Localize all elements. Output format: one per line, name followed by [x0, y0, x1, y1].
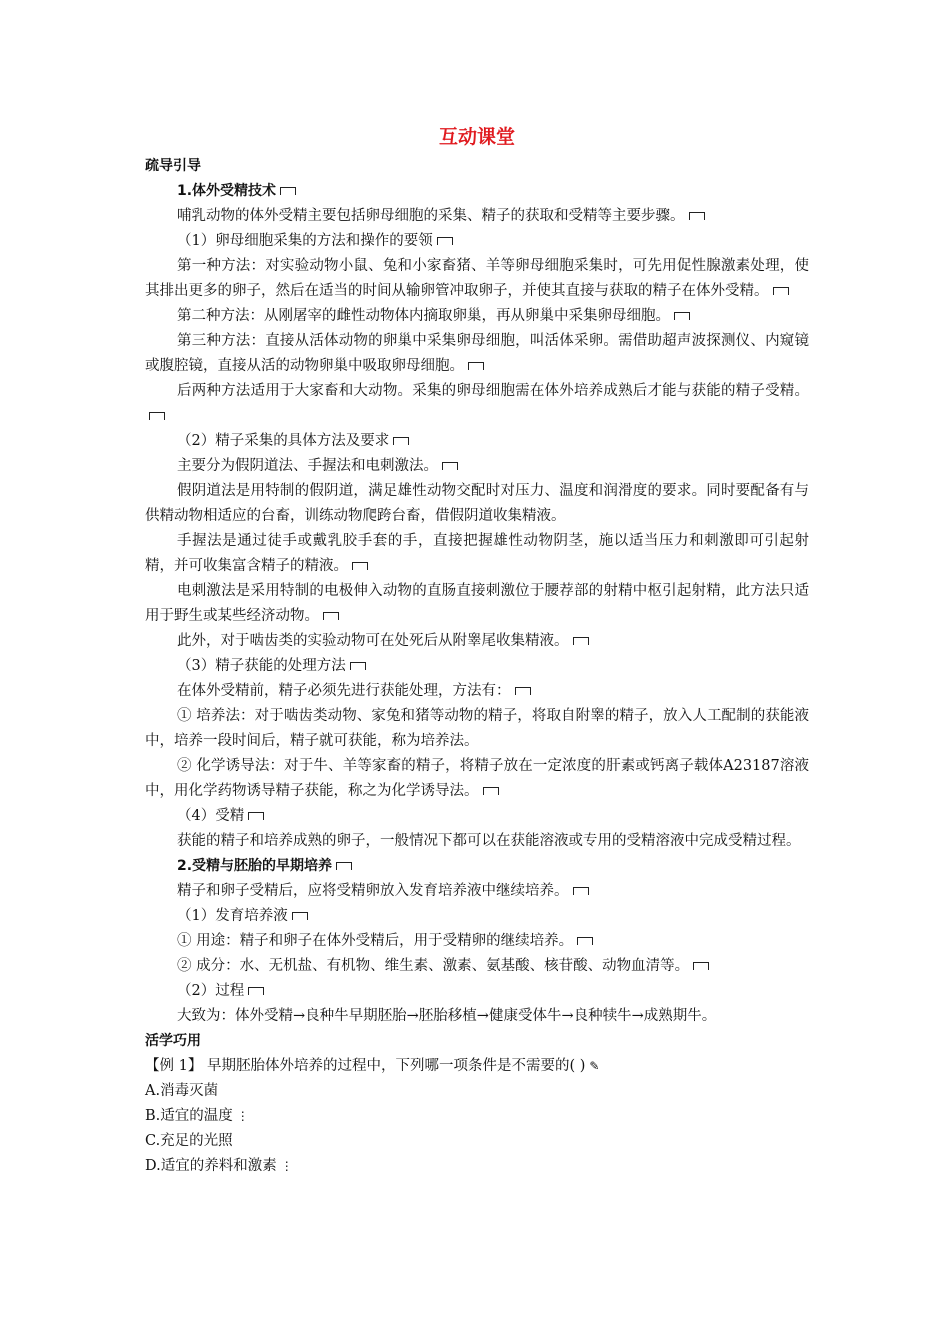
return-mark-icon [573, 637, 589, 645]
document-page [145, 120, 809, 1179]
page-title: 互动课堂 [438, 126, 515, 148]
return-mark-icon [689, 212, 705, 220]
pen-mark-icon: ✎ [589, 1059, 600, 1073]
return-mark-icon [577, 937, 593, 945]
paragraph: ② 化学诱导法：对于牛、羊等家畜的精子，将精子放在一定浓度的肝素或钙离子载体A23187溶液中，用化学药物诱导精子获能，称之为化学诱导法。 [145, 758, 809, 799]
option-c: C.充足的光照 [145, 1133, 233, 1149]
return-mark-icon [323, 612, 339, 620]
return-mark-icon [483, 787, 499, 795]
item-heading: （2）精子采集的具体方法及要求 [145, 429, 809, 454]
paragraph: 假阴道法是用特制的假阴道，满足雄性动物交配时对压力、温度和润滑度的要求。同时要配备有与供精动物相适应的台畜，训练动物爬跨台畜，借假阴道收集精液。 [145, 483, 809, 524]
return-mark-icon [773, 287, 789, 295]
item-heading: （1）发育培养液 [145, 904, 809, 929]
paragraph: 主要分为假阴道法、手握法和电刺激法。 [145, 454, 809, 479]
return-mark-icon [442, 462, 458, 470]
return-mark-icon [248, 987, 264, 995]
subsection-heading: 2.受精与胚胎的早期培养 [145, 854, 809, 879]
return-mark-icon [280, 187, 296, 195]
option-b: B.适宜的温度 ⋮ [145, 1104, 809, 1129]
paragraph: ② 成分：水、无机盐、有机物、维生素、激素、氨基酸、核苷酸、动物血清等。 [145, 954, 809, 979]
item-heading: （1）卵母细胞采集的方法和操作的要领 [145, 229, 809, 254]
paragraph: 哺乳动物的体外受精主要包括卵母细胞的采集、精子的获取和受精等主要步骤。 [145, 204, 809, 229]
return-mark-icon [248, 812, 264, 820]
return-mark-icon [292, 912, 308, 920]
paragraph: ① 用途：精子和卵子在体外受精后，用于受精卵的继续培养。 [145, 929, 809, 954]
paragraph: 大致为：体外受精→良种牛早期胚胎→胚胎移植→健康受体牛→良种犊牛→成熟期牛。 [177, 1008, 717, 1024]
return-mark-icon [437, 237, 453, 245]
paragraph: 获能的精子和培养成熟的卵子，一般情况下都可以在获能溶液或专用的受精溶液中完成受精过程。 [177, 833, 801, 849]
paragraph: 第二种方法：从刚屠宰的雌性动物体内摘取卵巢，再从卵巢中采集卵母细胞。 [145, 304, 809, 329]
return-mark-icon [352, 562, 368, 570]
return-mark-icon [336, 862, 352, 870]
return-mark-icon [393, 437, 409, 445]
option-a: A.消毒灭菌 [145, 1083, 219, 1099]
paragraph: 第一种方法：对实验动物小鼠、兔和小家畜猪、羊等卵母细胞采集时，可先用促性腺激素处理，使其排出更多的卵子，然后在适当的时间从输卵管冲取卵子，并使其直接与获取的精子在体外受精。 [145, 258, 809, 299]
paragraph: 此外，对于啮齿类的实验动物可在处死后从附睾尾收集精液。 [145, 629, 809, 654]
subsection-heading: 1.体外受精技术 [145, 179, 809, 204]
item-heading: （4）受精 [145, 804, 809, 829]
return-mark-icon [515, 687, 531, 695]
paragraph: ① 培养法：对于啮齿类动物、家兔和猪等动物的精子，将取自附睾的精子，放入人工配制的获能液中，培养一段时间后，精子就可获能，称为培养法。 [145, 708, 809, 749]
item-heading: （2）过程 [145, 979, 809, 1004]
section-heading: 疏导引导 [145, 158, 201, 174]
question: 【例 1】 早期胚胎体外培养的过程中，下列哪一项条件是不需要的( ) ✎ [145, 1054, 809, 1079]
paragraph: 后两种方法适用于大家畜和大动物。采集的卵母细胞需在体外培养成熟后才能与获能的精子受精。 [145, 379, 809, 429]
paragraph: 电刺激法是采用特制的电极伸入动物的直肠直接刺激位于腰荐部的射精中枢引起射精，此方法只适用于野生或某些经济动物。 [145, 583, 809, 624]
tab-mark-icon: ⋮ [280, 1159, 293, 1173]
return-mark-icon [693, 962, 709, 970]
paragraph: 第三种方法：直接从活体动物的卵巢中采集卵母细胞，叫活体采卵。需借助超声波探测仪、内窥镜或腹腔镜，直接从活的动物卵巢中吸取卵母细胞。 [145, 333, 809, 374]
return-mark-icon [573, 887, 589, 895]
item-heading: （3）精子获能的处理方法 [145, 654, 809, 679]
paragraph: 手握法是通过徒手或戴乳胶手套的手，直接把握雄性动物阴茎，施以适当压力和刺激即可引起射精，并可收集富含精子的精液。 [145, 533, 809, 574]
return-mark-icon [149, 412, 165, 420]
tab-mark-icon: ⋮ [236, 1109, 249, 1123]
paragraph: 精子和卵子受精后，应将受精卵放入发育培养液中继续培养。 [145, 879, 809, 904]
return-mark-icon [350, 662, 366, 670]
return-mark-icon [468, 362, 484, 370]
return-mark-icon [674, 312, 690, 320]
section-heading: 活学巧用 [145, 1033, 201, 1049]
option-d: D.适宜的养料和激素 ⋮ [145, 1154, 809, 1179]
paragraph: 在体外受精前，精子必须先进行获能处理，方法有： [145, 679, 809, 704]
